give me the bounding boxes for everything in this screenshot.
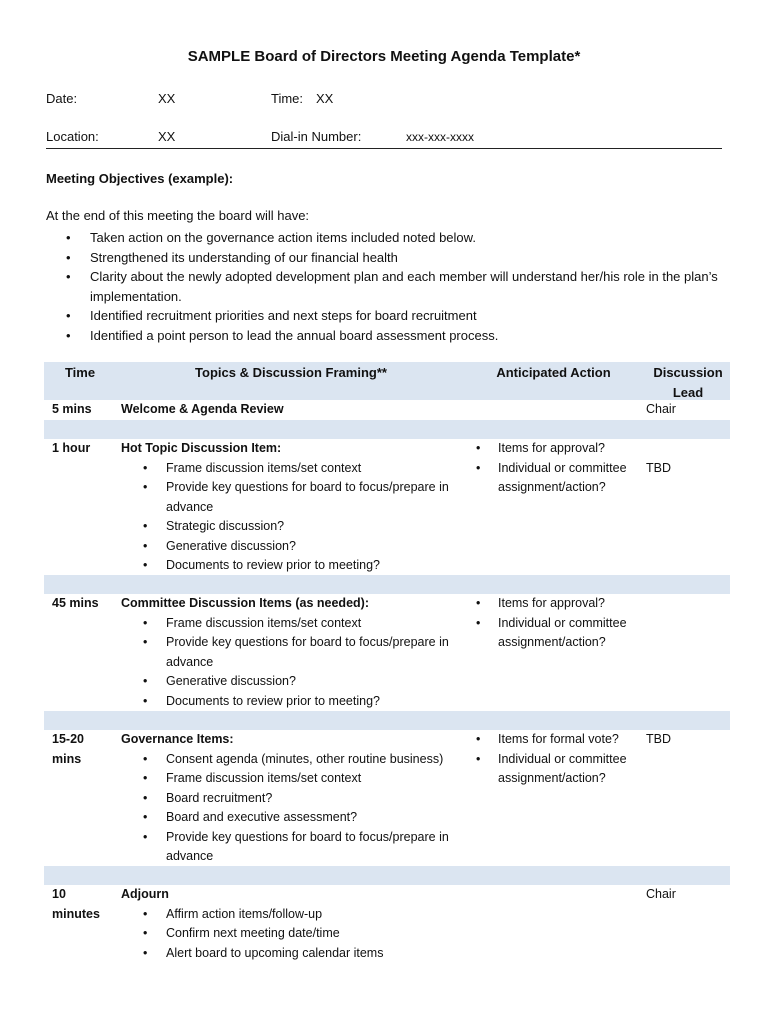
action-list (476, 439, 651, 498)
list-item: • Frame discussion items/set context (121, 769, 471, 789)
row-time: 45 mins (52, 596, 99, 610)
row-separator (44, 420, 730, 439)
row-topic: Committee Discussion Items (as needed): (121, 596, 369, 610)
location-value: XX (158, 129, 176, 144)
date-value: XX (158, 91, 176, 106)
header-topics: Topics & Discussion Framing** (195, 365, 387, 380)
row-time: 1 hour (52, 441, 91, 455)
objective-item: • Clarity about the newly adopted development plan and each member will understand her/his role in the plan’s implementation. (46, 267, 726, 306)
table-row (44, 730, 730, 866)
time-value: XX (316, 91, 334, 106)
list-item: • Items for formal vote? (476, 730, 651, 750)
row-topic-cell (121, 730, 471, 867)
list-item: • Affirm action items/follow-up (121, 905, 471, 925)
row-time: 10 minutes (52, 887, 100, 921)
header-divider (46, 148, 722, 149)
agenda-table (44, 362, 730, 965)
list-item: • Board and executive assessment? (121, 808, 471, 828)
row-action-cell (476, 730, 651, 789)
document-title: SAMPLE Board of Directors Meeting Agenda Template* (187, 48, 581, 65)
row-separator (44, 575, 730, 594)
row-topic-cell (121, 885, 471, 963)
topic-subitems (121, 614, 471, 712)
list-item: • Frame discussion items/set context (121, 614, 471, 634)
list-item: • Individual or committee assignment/action? (476, 750, 651, 789)
list-item: • Provide key questions for board to focus/prepare in advance (121, 828, 471, 867)
objectives-list (46, 228, 726, 345)
row-action-cell (476, 439, 651, 498)
header-action: Anticipated Action (496, 365, 611, 380)
list-item: • Documents to review prior to meeting? (121, 692, 471, 712)
time-label: Time: (271, 91, 304, 106)
list-item: • Confirm next meeting date/time (121, 924, 471, 944)
list-item: • Individual or committee assignment/action? (476, 459, 651, 498)
objective-item: • Identified recruitment priorities and next steps for board recruitment (46, 306, 726, 326)
objective-item: • Strengthened its understanding of our financial health (46, 248, 726, 268)
header-time: Time (64, 365, 96, 380)
list-item: • Strategic discussion? (121, 517, 471, 537)
list-item: • Provide key questions for board to focus/prepare in advance (121, 478, 471, 517)
row-time: 15-20 mins (52, 732, 84, 766)
dialin-value: xxx-xxx-xxxx (406, 130, 474, 144)
objective-item: • Identified a point person to lead the annual board assessment process. (46, 326, 726, 346)
objective-item: • Taken action on the governance action items included noted below. (46, 228, 726, 248)
list-item: • Generative discussion? (121, 672, 471, 692)
list-item: • Provide key questions for board to focus/prepare in advance (121, 633, 471, 672)
table-header-row (44, 362, 730, 400)
location-label: Location: (46, 129, 99, 144)
row-topic: Adjourn (121, 887, 169, 901)
table-row (44, 885, 730, 965)
header-lead: Discussion Lead (653, 365, 723, 400)
list-item: • Documents to review prior to meeting? (121, 556, 471, 576)
row-time: 5 mins (52, 402, 92, 416)
row-separator (44, 711, 730, 730)
table-row (44, 400, 730, 420)
action-list (476, 594, 651, 653)
list-item: • Consent agenda (minutes, other routine business) (121, 750, 471, 770)
list-item: • Frame discussion items/set context (121, 459, 471, 479)
list-item: • Items for approval? (476, 594, 651, 614)
topic-subitems (121, 459, 471, 576)
row-lead: TBD (646, 460, 671, 475)
row-topic-cell (121, 439, 471, 576)
row-topic-cell (121, 594, 471, 711)
row-lead: TBD (646, 732, 671, 746)
list-item: • Alert board to upcoming calendar items (121, 944, 471, 964)
table-row (44, 439, 730, 575)
row-topic: Hot Topic Discussion Item: (121, 441, 282, 455)
row-action-cell (476, 594, 651, 653)
dialin-label: Dial-in Number: (271, 129, 362, 144)
objectives-heading: Meeting Objectives (example): (46, 171, 234, 186)
row-topic: Welcome & Agenda Review (121, 402, 284, 416)
list-item: • Generative discussion? (121, 537, 471, 557)
list-item: • Items for approval? (476, 439, 651, 459)
row-lead: Chair (646, 887, 676, 901)
action-list (476, 730, 651, 789)
list-item: • Individual or committee assignment/action? (476, 614, 651, 653)
list-item: • Board recruitment? (121, 789, 471, 809)
row-topic: Governance Items: (121, 732, 234, 746)
topic-subitems (121, 905, 471, 964)
row-lead: Chair (646, 402, 676, 416)
objectives-intro: At the end of this meeting the board will have: (46, 208, 310, 223)
table-row (44, 594, 730, 711)
row-separator (44, 866, 730, 885)
date-label: Date: (46, 91, 78, 106)
topic-subitems (121, 750, 471, 867)
